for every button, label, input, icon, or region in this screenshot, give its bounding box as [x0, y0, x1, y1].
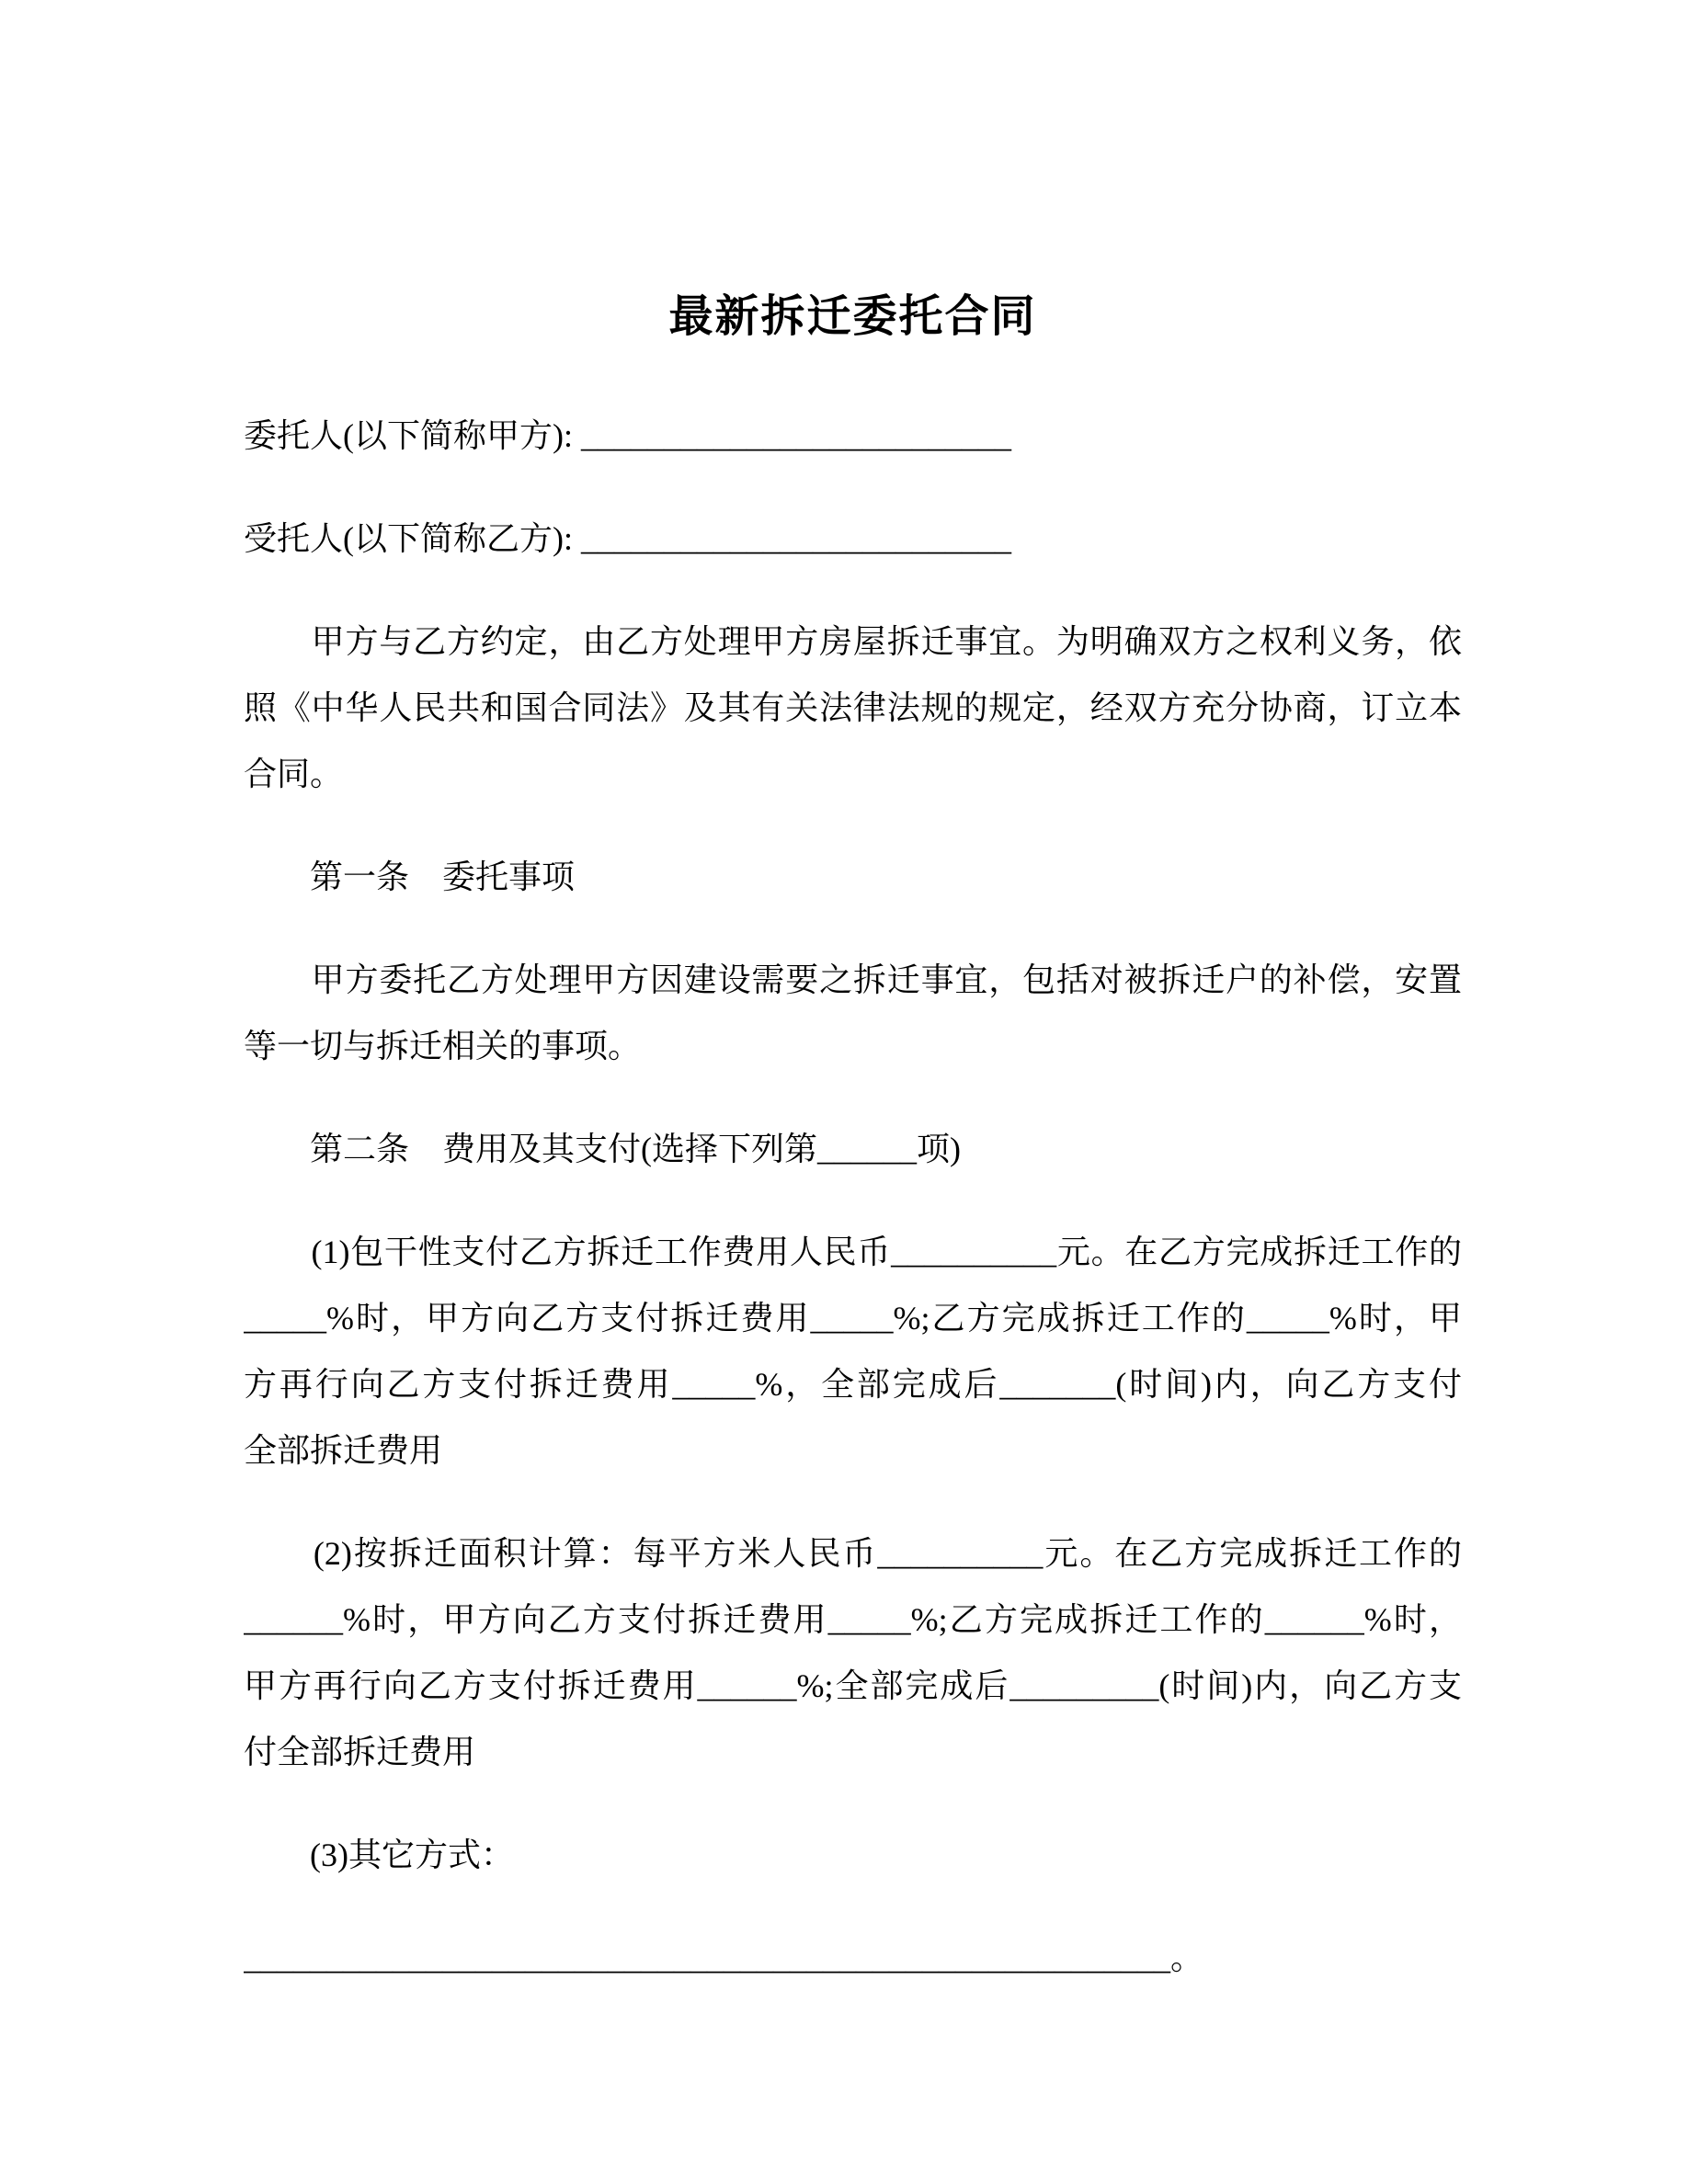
clause-2-item-2	[244, 1520, 1462, 1785]
item-1-line-4: 全部拆迁费用	[244, 1432, 443, 1469]
clause-1-heading-line: 第一条 委托事项	[244, 859, 576, 895]
item-2-line-1: (2)按拆迁面积计算：每平方米人民币__________元。在乙方完成拆迁工作的	[244, 1535, 1462, 1572]
clause-2-item-3-heading	[244, 1822, 1462, 1888]
clause-1-line-1: 甲方委托乙方处理甲方因建设需要之拆迁事宜，包括对被拆迁户的补偿，安置	[244, 961, 1462, 998]
intro-paragraph	[244, 609, 1462, 807]
clause-2-heading	[244, 1116, 1462, 1182]
clause-2-item-3-blank	[244, 1925, 1462, 1991]
item-2-line-4: 付全部拆迁费用	[244, 1734, 476, 1770]
item-3-heading-line: (3)其它方式：	[244, 1837, 514, 1873]
party-a-line: 委托人(以下简称甲方): __________________________	[244, 417, 1011, 454]
item-3-blank-line: ________________________________________________________。	[244, 1939, 1203, 1976]
intro-line-2: 照《中华人民共和国合同法》及其有关法律法规的规定，经双方充分协商，订立本	[244, 689, 1462, 726]
party-b-field	[244, 506, 1462, 572]
item-1-line-1: (1)包干性支付乙方拆迁工作费用人民币__________元。在乙方完成拆迁工作的	[244, 1234, 1462, 1270]
clause-2-item-1	[244, 1219, 1462, 1484]
intro-line-3: 合同。	[244, 756, 344, 792]
clause-2-heading-line: 第二条 费用及其支付(选择下列第______项)	[244, 1131, 961, 1167]
item-1-line-2: _____%时，甲方向乙方支付拆迁费用_____%;乙方完成拆迁工作的_____%时，甲	[244, 1300, 1462, 1337]
document-title: 最新拆迁委托合同	[668, 292, 1037, 341]
item-2-line-3: 甲方再行向乙方支付拆迁费用______%;全部完成后_________(时间)内，向乙方支	[244, 1667, 1462, 1704]
clause-1-body	[244, 947, 1462, 1079]
item-2-line-2: ______%时，甲方向乙方支付拆迁费用_____%;乙方完成拆迁工作的______%时，	[244, 1601, 1462, 1638]
clause-1-heading	[244, 844, 1462, 910]
item-1-line-3: 方再行向乙方支付拆迁费用_____%，全部完成后_______(时间)内，向乙方支付	[244, 1366, 1462, 1403]
party-a-field	[244, 403, 1462, 469]
clause-1-line-2: 等一切与拆迁相关的事项。	[244, 1028, 642, 1064]
intro-line-1: 甲方与乙方约定，由乙方处理甲方房屋拆迁事宜。为明确双方之权利义务，依	[244, 623, 1462, 660]
party-b-line: 受托人(以下简称乙方): __________________________	[244, 520, 1011, 557]
